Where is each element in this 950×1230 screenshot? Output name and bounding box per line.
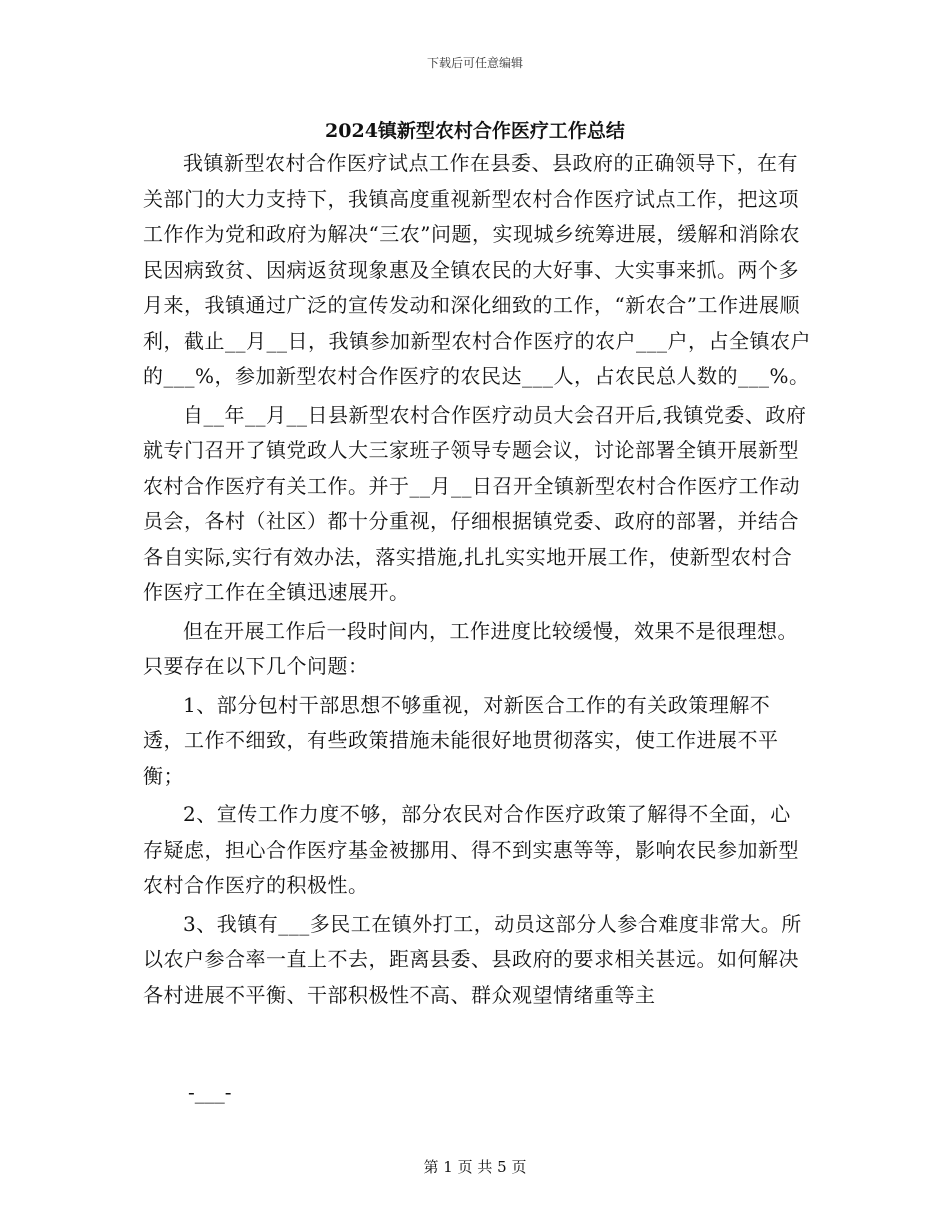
paragraph-intro: 我镇新型农村合作医疗试点工作在县委、县政府的正确领导下，在有关部门的大力支持下，我镇高度重视新型农村合作医疗试点工作，把这项工作作为党和政府为解决“三农”问题，实现城乡统筹进展，缓解和消除农民因病致贫、因病返贫现象惠及全镇农民的大好事、大实事来抓。两个多月来，我镇通过广泛的宣传发动和深化细致的工作，“新农合”工作进展顺利，截止__月__日，我镇参加新型农村合作医疗的农户___户，占全镇农户的___%，参加新型农村合作医疗的农民达___人，占农民总人数的___%。 — [143, 151, 811, 388]
paragraph-problems-intro: 但在开展工作后一段时间内，工作进度比较缓慢，效果不是很理想。只要存在以下几个问题： — [143, 618, 798, 678]
header-note: 下载后可任意编辑 — [426, 56, 523, 70]
page-number-footer: 第 1 页 共 5 页 — [423, 1158, 527, 1176]
page-dash-mark: -___- — [188, 1080, 232, 1104]
paragraph-meeting: 自__年__月__日县新型农村合作医疗动员大会召开后,我镇党委、政府就专门召开了镇党政人大三家班子领导专题会议，讨论部署全镇开展新型农村合作医疗有关工作。并于__月__日召开全镇新型农村合作医疗工作动员会，各村（社区）都十分重视，仔细根据镇党委、政府的部署，并结合各自实际,实行有效办法，落实措施,扎扎实实地开展工作，使新型农村合作医疗工作在全镇迅速展开。 — [143, 402, 807, 604]
document-title: 2024镇新型农村合作医疗工作总结 — [325, 120, 625, 142]
paragraph-problem-3: 3、我镇有___多民工在镇外打工，动员这部分人参合难度非常大。所以农户参合率一直上不去，距离县委、县政府的要求相关甚远。如何解决各村进展不平衡、干部积极性不高、群众观望情绪重等主 — [143, 911, 802, 1007]
paragraph-problem-2: 2、宣传工作力度不够，部分农民对合作医疗政策了解得不全面，心存疑虑，担心合作医疗基金被挪用、得不到实惠等等，影响农民参加新型农村合作医疗的积极性。 — [143, 802, 799, 897]
document-body — [143, 146, 811, 1016]
paragraph-problem-1: 1、部分包村干部思想不够重视，对新医合工作的有关政策理解不透，工作不细致，有些政策措施未能很好地贯彻落实，使工作进展不平衡； — [143, 692, 779, 788]
